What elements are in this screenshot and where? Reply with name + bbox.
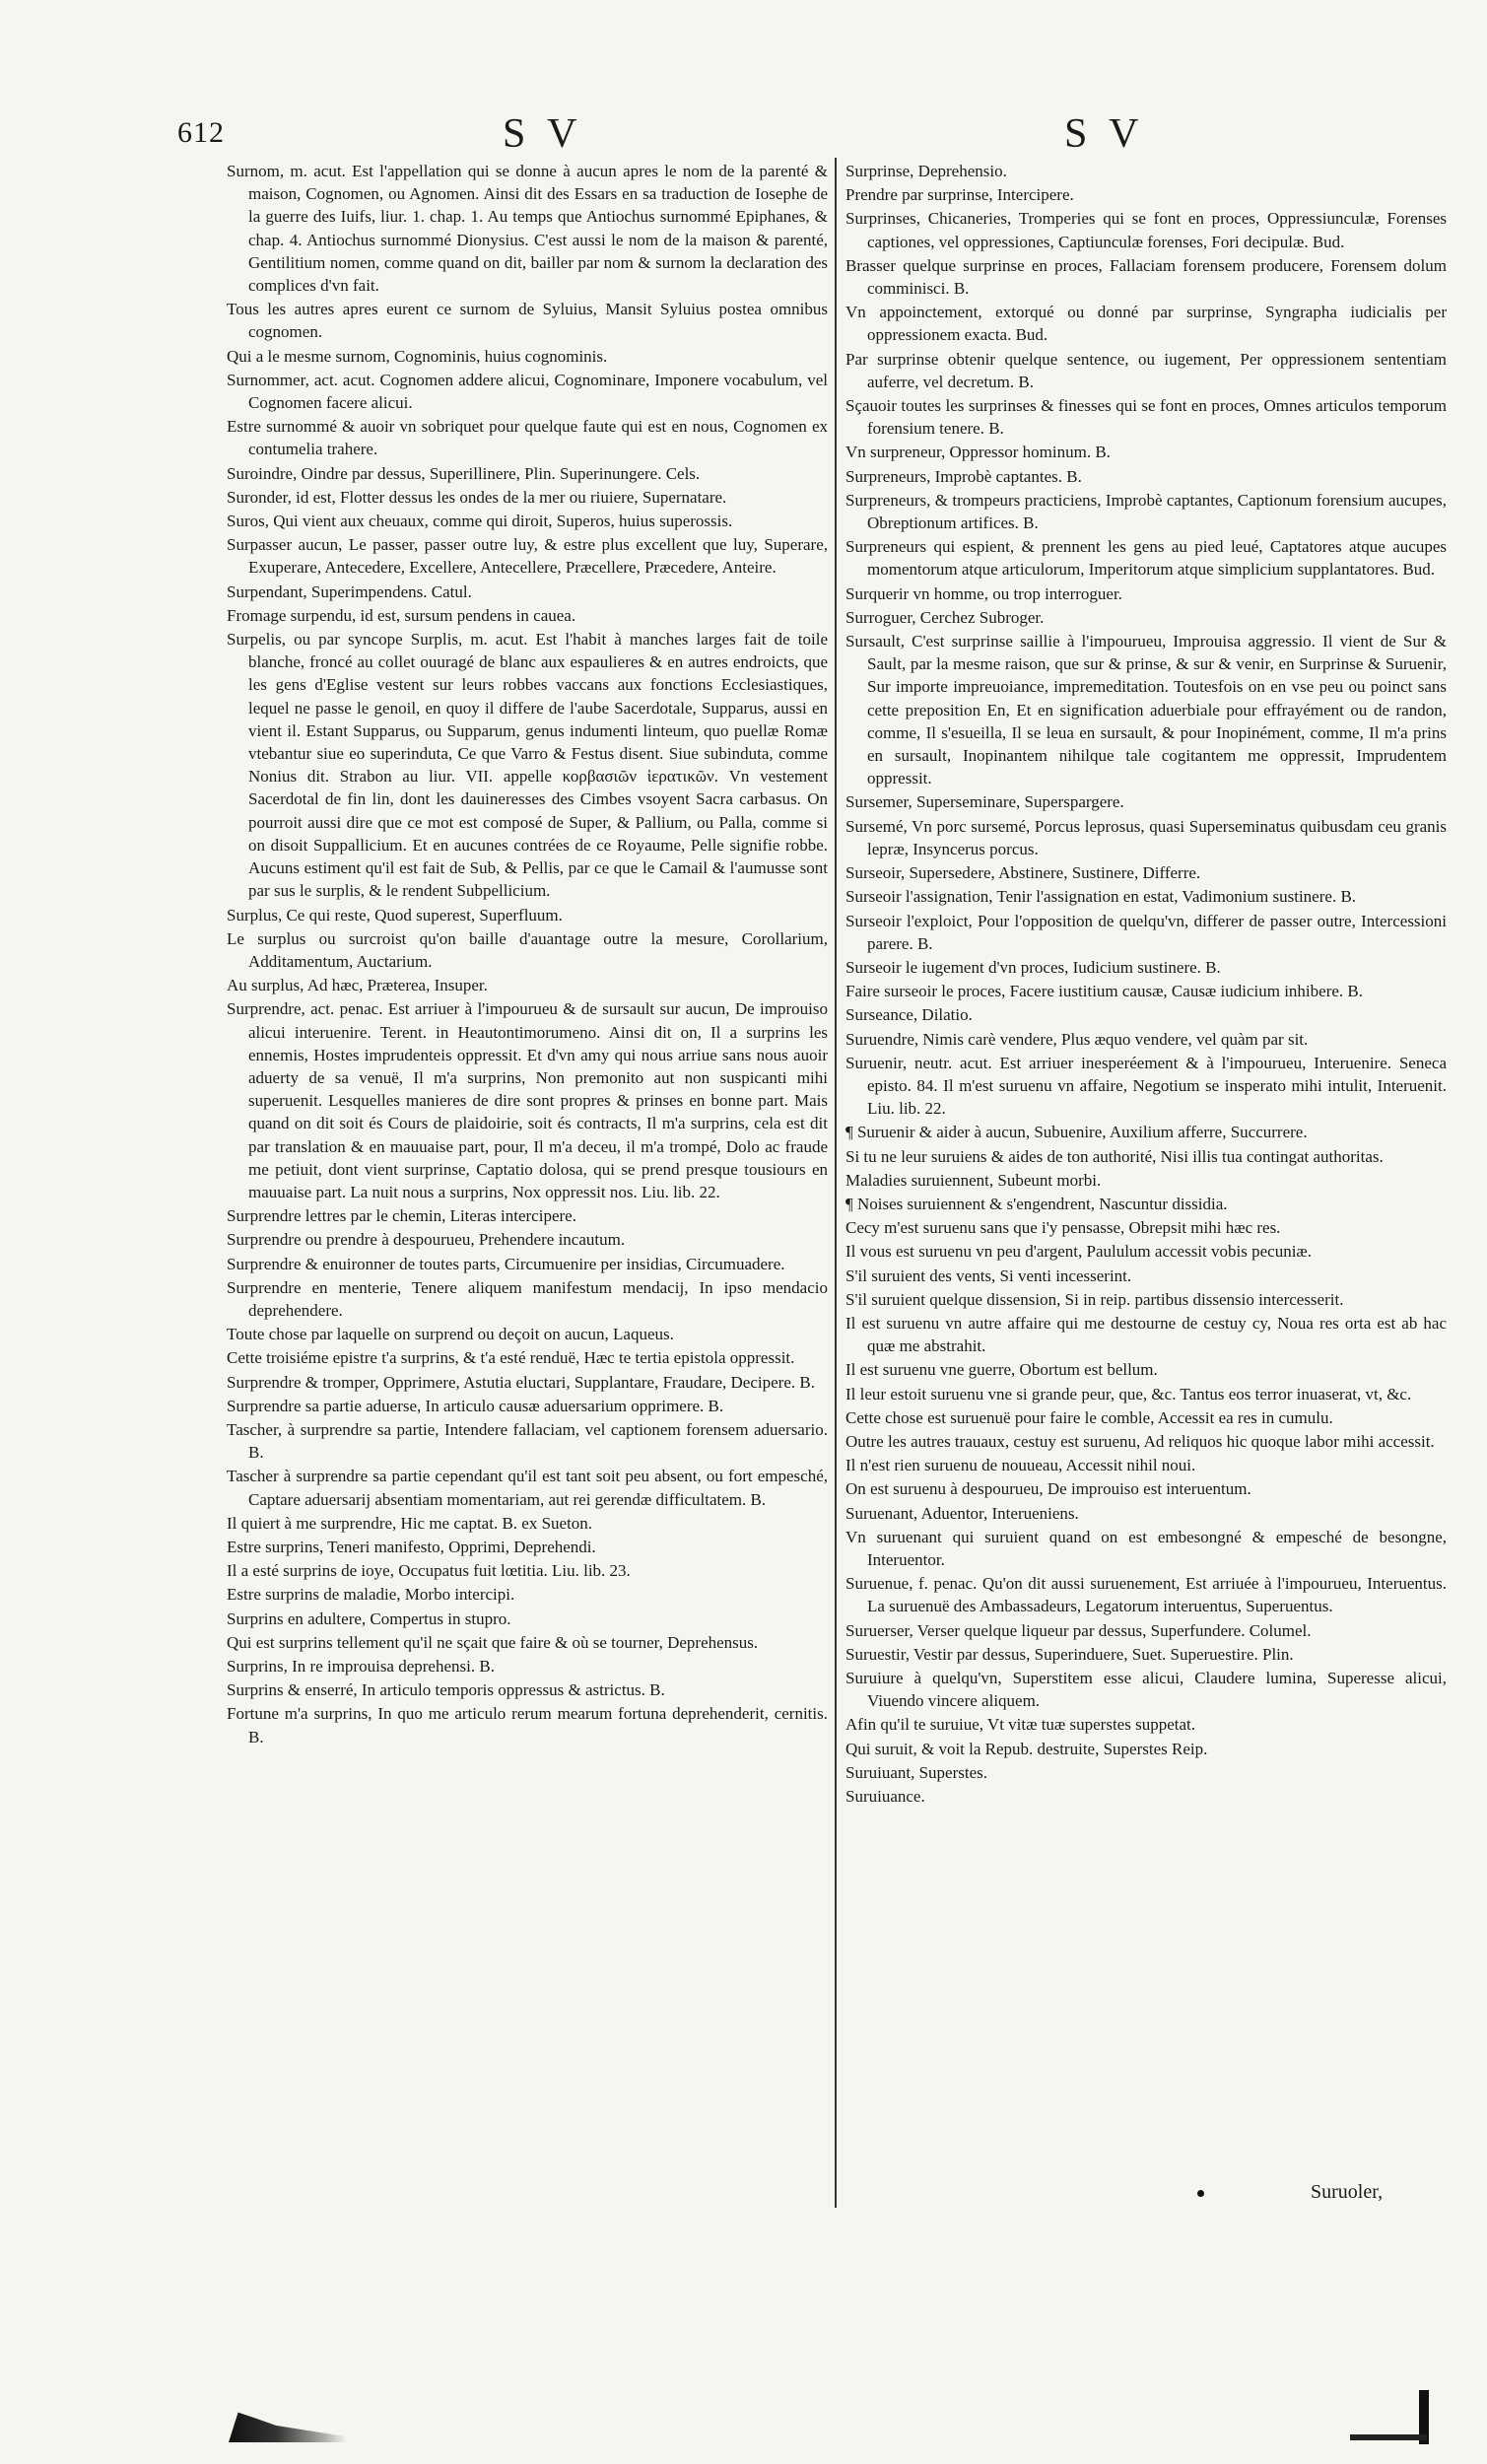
page-number: 612 <box>177 116 225 149</box>
dictionary-entry: Suroindre, Oindre par dessus, Superillinere, Plin. Superinungere. Cels. <box>227 463 701 483</box>
dictionary-entry: ¶ Noises suruiennent & s'engendrent, Nascuntur dissidia. <box>845 1194 1228 1213</box>
dictionary-entry: Sursault, C'est surprinse saillie à l'impourueu, Improuisa aggressio. Il vient de Sur & Sault, par la mesme raison, que sur & prinse, & sur & venir, en Surprinse & Suruenir, Sur importe impreuoiance, impremeditation. Toutesfois on en vse peu ou poinct sans cette preposition En, Et en signification aduerbiale pour effrayément ou de randon, comme, Il s'esueilla, Il se leua en sursault, & pour Inopinément, comme, Il m'a prins en sursault, Inopinantem nihilque tale cogitantem me oppressit, Imprudentem oppressit. <box>845 632 1447 788</box>
dictionary-entry: Suruenant, Aduentor, Interueniens. <box>845 1503 1079 1523</box>
dictionary-entry: Estre surprins de maladie, Morbo intercipi. <box>227 1585 515 1605</box>
dictionary-entry: Il leur estoit suruenu vne si grande peur, que, &c. Tantus eos terror inuaserat, vt, &c. <box>845 1384 1412 1403</box>
dictionary-entry: Surprendre ou prendre à despourueu, Prehendere incautum. <box>227 1230 626 1250</box>
dictionary-entry: Tascher, à surprendre sa partie, Intendere fallaciam, vel captionem forensem aduersario. B. <box>227 1419 828 1463</box>
dictionary-entry: Toute chose par laquelle on surprend ou deçoit on aucun, Laqueus. <box>227 1325 674 1344</box>
dictionary-entry: Suruestir, Vestir par dessus, Superinduere, Suet. Superuestire. Plin. <box>845 1644 1294 1664</box>
dictionary-entry: Surpreneurs, & trompeurs practiciens, Improbè captantes, Captionum forensium aucupes, Obreptionum artifices. B. <box>845 490 1447 533</box>
dictionary-entry: Surquerir vn homme, ou trop interroguer. <box>845 583 1122 603</box>
dictionary-entry: Surprins en adultere, Compertus in stupro. <box>227 1608 511 1628</box>
column-divider <box>835 158 837 2208</box>
dictionary-entry: On est suruenu à despourueu, De improuiso est interuentum. <box>845 1479 1251 1499</box>
dictionary-entry: Suruerser, Verser quelque liqueur par dessus, Superfundere. Columel. <box>845 1620 1312 1640</box>
dictionary-entry: Il vous est suruenu vn peu d'argent, Paululum accessit vobis pecuniæ. <box>845 1242 1313 1262</box>
running-head-left: S V <box>503 111 583 157</box>
dictionary-entry: Surnommer, act. acut. Cognomen addere alicui, Cognominare, Imponere vocabulum, vel Cognomen facere alicui. <box>227 370 828 413</box>
dictionary-entry: Surnom, m. acut. Est l'appellation qui se donne à aucun apres le nom de la parenté & maison, Cognomen, ou Agnomen. Ainsi dit des Essars en sa traduction de Iosephe de la guerre des Iuifs, liur. 1. chap. 1. Au temps que Antiochus surnommé Epiphanes, & chap. 4. Antiochus surnommé Dionysius. C'est aussi le nom de la maison & parenté, Gentilitium nomen, comme quand on dit, bailler par nom & surnom la declaration des complices d'vn fait. <box>227 162 828 296</box>
dictionary-entry: Vn appoinctement, extorqué ou donné par surprinse, Syngrapha iudicialis per oppressionem exacta. Bud. <box>845 303 1447 345</box>
dictionary-entry: Surprendre & enuironner de toutes parts, Circumuenire per insidias, Circumuadere. <box>227 1254 785 1273</box>
dictionary-entry: Sursemé, Vn porc sursemé, Porcus leprosus, quasi Superseminatus quibusdam ceu granis lepræ, Insyncerus porcus. <box>845 816 1447 858</box>
dictionary-entry: Surprendre, act. penac. Est arriuer à l'impourueu & de sursault sur aucun, De improuiso alicui interuenire. Terent. in Heautontimorumeno. Ainsi dit on, Il a surprins les ennemis, Hostes imprudenteis oppressit. Et d'vn amy qui nous arriue sans nous auoir aduerty de sa venuë, Il m'a surprins, Non premonito aut non suspicanti mihi superuenit. Lesquelles manieres de dire sont propres & prinses en bonne part. Mais quand on dit soit és Cours de plaidoirie, soit és contracts, Il m'a surprins, cela est dit par translation & en mauuaise part, pour, Il m'a deceu, il m'a trompé, Dolo ac fraude me petiuit, dont vient surprinse, Captatio dolosa, qui se prend presque tousiours en mauuaise part. La nuit nous a surprins, Nox oppressit nos. Liu. lib. 22. <box>227 999 828 1201</box>
dictionary-entry: Au surplus, Ad hæc, Præterea, Insuper. <box>227 976 488 995</box>
dictionary-entry: Afin qu'il te suruiue, Vt vitæ tuæ superstes suppetat. <box>845 1715 1195 1735</box>
dictionary-entry: S'il suruient quelque dissension, Si in reip. partibus dissensio intercesserit. <box>845 1289 1344 1309</box>
dictionary-entry: Surseoir le iugement d'vn proces, Iudicium sustinere. B. <box>845 957 1221 977</box>
dictionary-entry: Surpasser aucun, Le passer, passer outre luy, & estre plus excellent que luy, Superare, Exuperare, Antecedere, Excellere, Antecellere, Præcellere, Præcedere, Anteire. <box>227 535 828 578</box>
dictionary-entry: S'il suruient des vents, Si venti incesserint. <box>845 1266 1132 1285</box>
catchword: Suruoler, <box>1311 2181 1384 2203</box>
scan-smudge-left <box>229 2405 347 2442</box>
dictionary-entry: Suruiure à quelqu'vn, Superstitem esse alicui, Claudere lumina, Superesse alicui, Viuendo vincere aliquem. <box>845 1669 1447 1711</box>
dictionary-entry: Sursemer, Superseminare, Superspargere. <box>845 792 1124 812</box>
dictionary-entry: Surplus, Ce qui reste, Quod superest, Superfluum. <box>227 905 563 924</box>
dictionary-entry: Suronder, id est, Flotter dessus les ondes de la mer ou riuiere, Supernatare. <box>227 487 727 507</box>
dictionary-entry: Surprendre sa partie aduerse, In articulo causæ aduersarium opprimere. B. <box>227 1396 724 1415</box>
scan-smudge-right-bottom <box>1350 2434 1427 2440</box>
dictionary-entry: Surseance, Dilatio. <box>845 1005 973 1025</box>
dictionary-entry: Il n'est rien suruenu de nouueau, Accessit nihil noui. <box>845 1456 1196 1475</box>
dictionary-entry: Surprendre en menterie, Tenere aliquem manifestum mendacij, In ipso mendacio deprehendere. <box>227 1277 828 1320</box>
right-column <box>845 160 1447 1807</box>
dictionary-entry: Prendre par surprinse, Intercipere. <box>845 185 1074 205</box>
dictionary-entry: Surprins & enserré, In articulo temporis oppressus & astrictus. B. <box>227 1680 665 1700</box>
dictionary-entry: Vn suruenant qui suruient quand on est embesongné & empesché de besongne, Interuentor. <box>845 1527 1447 1569</box>
dictionary-entry: Surpendant, Superimpendens. Catul. <box>227 582 472 601</box>
dictionary-entry: Le surplus ou surcroist qu'on baille d'auantage outre la mesure, Corollarium, Additamentum, Auctarium. <box>227 928 828 971</box>
dictionary-entry: Suruiuance. <box>845 1787 925 1807</box>
dictionary-entry: Suruiuant, Superstes. <box>845 1762 988 1782</box>
dictionary-entry: Il est suruenu vne guerre, Obortum est bellum. <box>845 1360 1158 1380</box>
printer-dot <box>1197 2190 1204 2197</box>
dictionary-entry: Brasser quelque surprinse en proces, Fallaciam forensem producere, Forensem dolum comminisci. B. <box>845 255 1447 299</box>
dictionary-entry: Surprendre & tromper, Opprimere, Astutia eluctari, Supplantare, Fraudare, Decipere. B. <box>227 1372 815 1392</box>
dictionary-entry: Surroguer, Cerchez Subroger. <box>845 607 1045 627</box>
dictionary-entry: Qui est surprins tellement qu'il ne sçait que faire & où se tourner, Deprehensus. <box>227 1632 759 1652</box>
dictionary-entry: Surpelis, ou par syncope Surplis, m. acut. Est l'habit à manches larges fait de toile blanche, froncé au collet ouuragé de blanc aux espaulieres & en autres endroicts, que les gens d'Eglise vestent sur leurs robbes vaccans aux fonctions Ecclesiastiques, lequel ne passe le genoil, en quoy il differe de l'aube Sacerdotale, Supparus, aussi en vient il. Estant Supparus, ou Supparum, genus indumenti linteum, quo puellæ Romæ vtebantur siue eo superinduta, Ce que Varro & Festus disent. Siue subinduta, comme Nonius dit. Strabon au liur. VII. appelle κορβασιῶν ἱερατικῶν. Vn vestement Sacerdotal de fin lin, dont les dauineresses des Cimbes vsoyent Sacra carbasus. On pourroit aussi dire que ce mot est composé de Super, & Pallium, ou Palla, comme si on disoit Suppallicium. Et en aucunes contrées de ce Royaume, Pelle signifie robbe. Aucuns estiment qu'il est fait de Sub, & Pellis, par ce que le Camail & l'aumusse sont par sus le surplis, & le rendent Subpellicium. <box>227 630 828 901</box>
dictionary-entry: ¶ Suruenir & aider à aucun, Subuenire, Auxilium afferre, Succurrere. <box>845 1123 1308 1142</box>
dictionary-entry: Cecy m'est suruenu sans que i'y pensasse, Obrepsit mihi hæc res. <box>845 1218 1281 1238</box>
dictionary-entry: Vn surpreneur, Oppressor hominum. B. <box>845 443 1111 462</box>
dictionary-entry: Fortune m'a surprins, In quo me articulo rerum mearum fortuna deprehenderit, cernitis. B. <box>227 1704 828 1746</box>
dictionary-entry: Estre surnommé & auoir vn sobriquet pour quelque faute qui est en nous, Cognomen ex contumelia trahere. <box>227 417 828 459</box>
dictionary-entry: Tous les autres apres eurent ce surnom de Syluius, Mansit Syluius postea omnibus cognomen. <box>227 300 828 342</box>
dictionary-entry: Outre les autres trauaux, cestuy est suruenu, Ad reliquos hic quoque labor mihi accessit. <box>845 1431 1435 1451</box>
dictionary-entry: Il est suruenu vn autre affaire qui me destourne de cestuy cy, Noua res orta est ab hac quæ me abstrahit. <box>845 1313 1447 1356</box>
running-head-right: S V <box>1064 111 1145 157</box>
dictionary-entry: Surpreneurs, Improbè captantes. B. <box>845 466 1082 486</box>
dictionary-entry: Surprinses, Chicaneries, Tromperies qui se font en proces, Oppressiunculæ, Forenses captiones, vel oppressiones, Captiunculæ forenses, Fori decipulæ. Bud. <box>845 209 1447 251</box>
dictionary-entry: Surprins, In re improuisa deprehensi. B. <box>227 1657 495 1676</box>
dictionary-entry: Faire surseoir le proces, Facere iustitium causæ, Causæ iudicium inhibere. B. <box>845 982 1363 1001</box>
dictionary-entry: Estre surprins, Teneri manifesto, Opprimi, Deprehendi. <box>227 1537 596 1556</box>
dictionary-entry: Qui a le mesme surnom, Cognominis, huius cognominis. <box>227 346 608 366</box>
dictionary-entry: Suruendre, Nimis carè vendere, Plus æquo vendere, vel quàm par sit. <box>845 1029 1309 1049</box>
dictionary-entry: Surprendre lettres par le chemin, Literas intercipere. <box>227 1206 576 1226</box>
dictionary-entry: Surseoir, Supersedere, Abstinere, Sustinere, Differre. <box>845 863 1201 883</box>
dictionary-entry: Surpreneurs qui espient, & prennent les gens au pied leué, Captatores atque aucupes momentorum atque articulorum, Imperitorum atque simplicium supplantatores. Bud. <box>845 537 1447 580</box>
dictionary-entry: Sçauoir toutes les surprinses & finesses qui se font en proces, Omnes articulos temporum forensium tenere. B. <box>845 396 1447 439</box>
left-column <box>227 160 828 2220</box>
dictionary-entry: Qui suruit, & voit la Repub. destruite, Superstes Reip. <box>845 1739 1208 1758</box>
dictionary-entry: Cette troisiéme epistre t'a surprins, & t'a esté renduë, Hæc te tertia epistola oppressit. <box>227 1348 795 1368</box>
dictionary-entry: Surseoir l'assignation, Tenir l'assignation en estat, Vadimonium sustinere. B. <box>845 887 1357 907</box>
dictionary-entry: Tascher à surprendre sa partie cependant qu'il est tant soit peu absent, ou fort empesché, Captare aduersarij absentiam momentariam, aut rei gerendæ difficultatem. B. <box>227 1467 828 1509</box>
dictionary-entry: Suruenue, f. penac. Qu'on dit aussi suruenement, Est arriuée à l'impourueu, Interuentus. La suruenuë des Ambassadeurs, Legatorum interuentus, Superuentus. <box>845 1574 1447 1616</box>
dictionary-entry: Fromage surpendu, id est, sursum pendens in cauea. <box>227 605 576 625</box>
dictionary-entry: Il quiert à me surprendre, Hic me captat. B. ex Sueton. <box>227 1513 593 1533</box>
dictionary-entry: Cette chose est suruenuë pour faire le comble, Accessit ea res in cumulu. <box>845 1407 1333 1427</box>
dictionary-entry: Par surprinse obtenir quelque sentence, ou iugement, Per oppressionem sententiam auferre, vel decretum. B. <box>845 349 1447 391</box>
dictionary-entry: Suros, Qui vient aux cheuaux, comme qui diroit, Superos, huius superossis. <box>227 512 733 531</box>
dictionary-entry: Surseoir l'exploict, Pour l'opposition de quelqu'vn, differer de passer outre, Intercessioni parere. B. <box>845 911 1447 953</box>
dictionary-entry: Suruenir, neutr. acut. Est arriuer inesperéement & à l'impourueu, Interuenire. Seneca episto. 84. Il m'est suruenu vn affaire, Negotium se insperato mihi intulit, Interuenit. Liu. lib. 22. <box>845 1053 1447 1119</box>
dictionary-entry: Il a esté surprins de ioye, Occupatus fuit lœtitia. Liu. lib. 23. <box>227 1561 631 1581</box>
dictionary-entry: Maladies suruiennent, Subeunt morbi. <box>845 1170 1102 1190</box>
dictionary-entry: Si tu ne leur suruiens & aides de ton authorité, Nisi illis tua contingat authoritas. <box>845 1146 1384 1166</box>
dictionary-entry: Surprinse, Deprehensio. <box>845 162 1007 180</box>
